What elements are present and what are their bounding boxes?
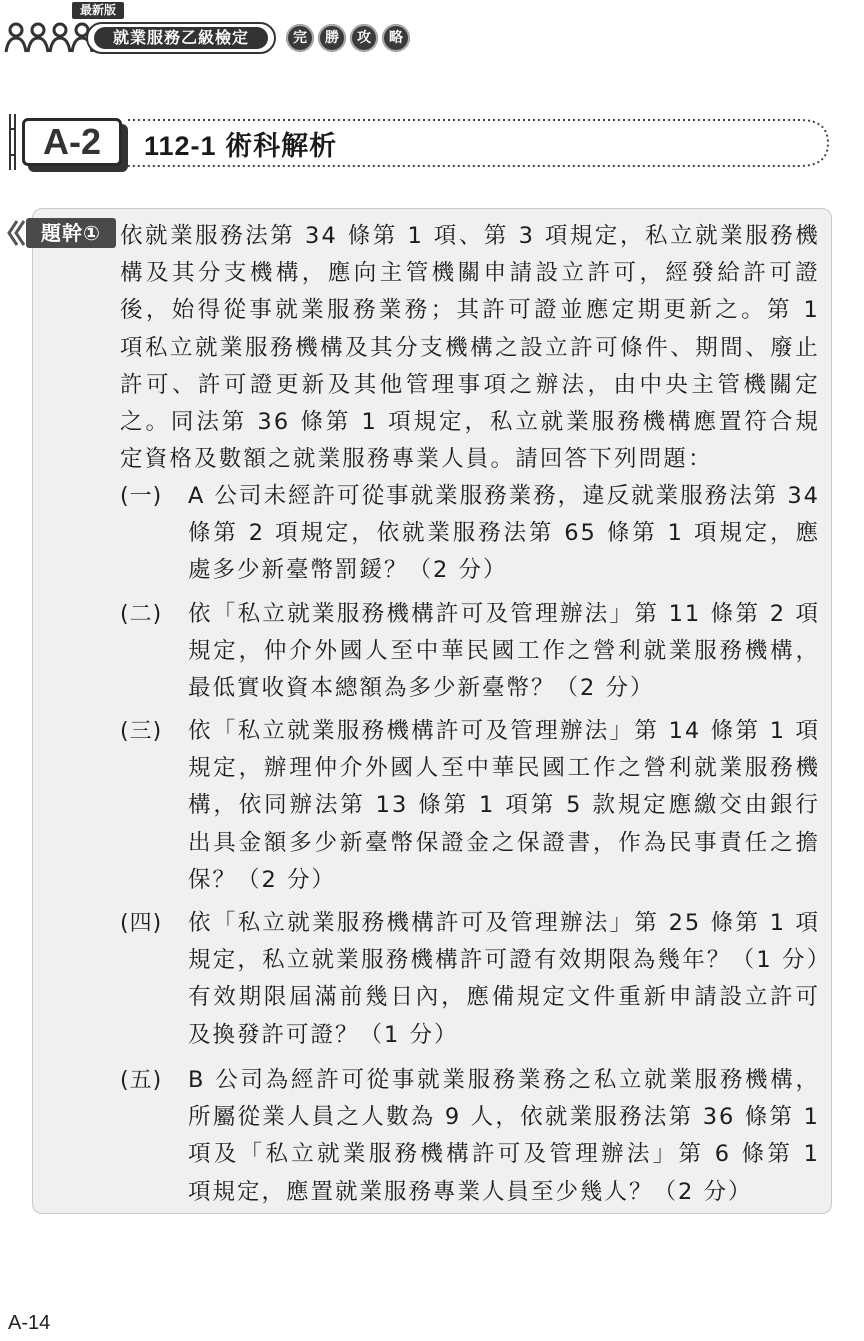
item-number: (三) [120,719,163,744]
heading-rail-decoration [8,114,18,170]
page-number: A-14 [8,1312,51,1334]
item-number: (四) [120,911,163,936]
edition-badge: 最新版 [72,2,124,19]
section-code: A-2 [22,118,122,166]
tagline-char: 攻 [350,24,378,52]
item-text: 依「私立就業服務機構許可及管理辦法」第 14 條第 1 項規定，辦理仲介外國人至中華民國工作之營利就業服務機構，依同辦法第 13 條第 1 項第 5 款規定應繳交由銀行出具金額多少新臺幣保證金之保證書，作為民事責任之擔保？（2 分） [188,718,820,893]
tagline-char: 勝 [318,24,346,52]
question-tag-label: 題幹① [26,218,116,248]
section-heading [8,112,832,174]
item-number: (五) [120,1068,163,1093]
item-text: A 公司未經許可從事就業服務業務，違反就業服務法第 34 條第 2 項規定，依就業服務法第 65 條第 1 項規定，應處多少新臺幣罰鍰？（2 分） [188,483,820,584]
item-text: 依「私立就業服務機構許可及管理辦法」第 25 條第 1 項規定，私立就業服務機構許可證有效期限為幾年？（1 分）有效期限屆滿前幾日內，應備規定文件重新申請設立許可及換發許可證？（1 分） [188,910,820,1048]
double-chevron-left-icon [6,219,26,247]
book-title-pill [86,22,276,54]
book-title: 就業服務乙級檢定 [94,27,268,49]
item-number: (一) [120,484,163,509]
tagline-char: 完 [286,24,314,52]
item-text: 依「私立就業服務機構許可及管理辦法」第 11 條第 2 項規定，仲介外國人至中華民國工作之營利就業服務機構，最低實收資本總額為多少新臺幣？（2 分） [188,601,820,702]
item-text: B 公司為經許可從事就業服務業務之私立就業服務機構，所屬從業人員之人數為 9 人，依就業服務法第 36 條第 1 項及「私立就業服務機構許可及管理辦法」第 6 條第 1 項規定，應置就業服務專業人員至少幾人？（2 分） [188,1067,820,1205]
section-title: 112-1 術科解析 [144,131,338,161]
item-number: (二) [120,602,163,627]
question-stem: 依就業服務法第 34 條第 1 項、第 3 項規定，私立就業服務機構及其分支機構，應向主管機關申請設立許可，經發給許可證後，始得從事就業服務業務；其許可證並應定期更新之。第 1 項私立就業服務機構及其分支機構之設立許可條件、期間、廢止許可、許可證更新及其他管理事項之辦法，由中央主管機關定之。同法第 36 條第 1 項規定，私立就業服務機構應置符合規定資格及數額之就業服務專業人員。請回答下列問題： [120,223,820,473]
header-banner [4,0,424,60]
tagline-char: 略 [382,24,410,52]
people-group-icon [4,20,99,56]
tagline [286,24,410,52]
